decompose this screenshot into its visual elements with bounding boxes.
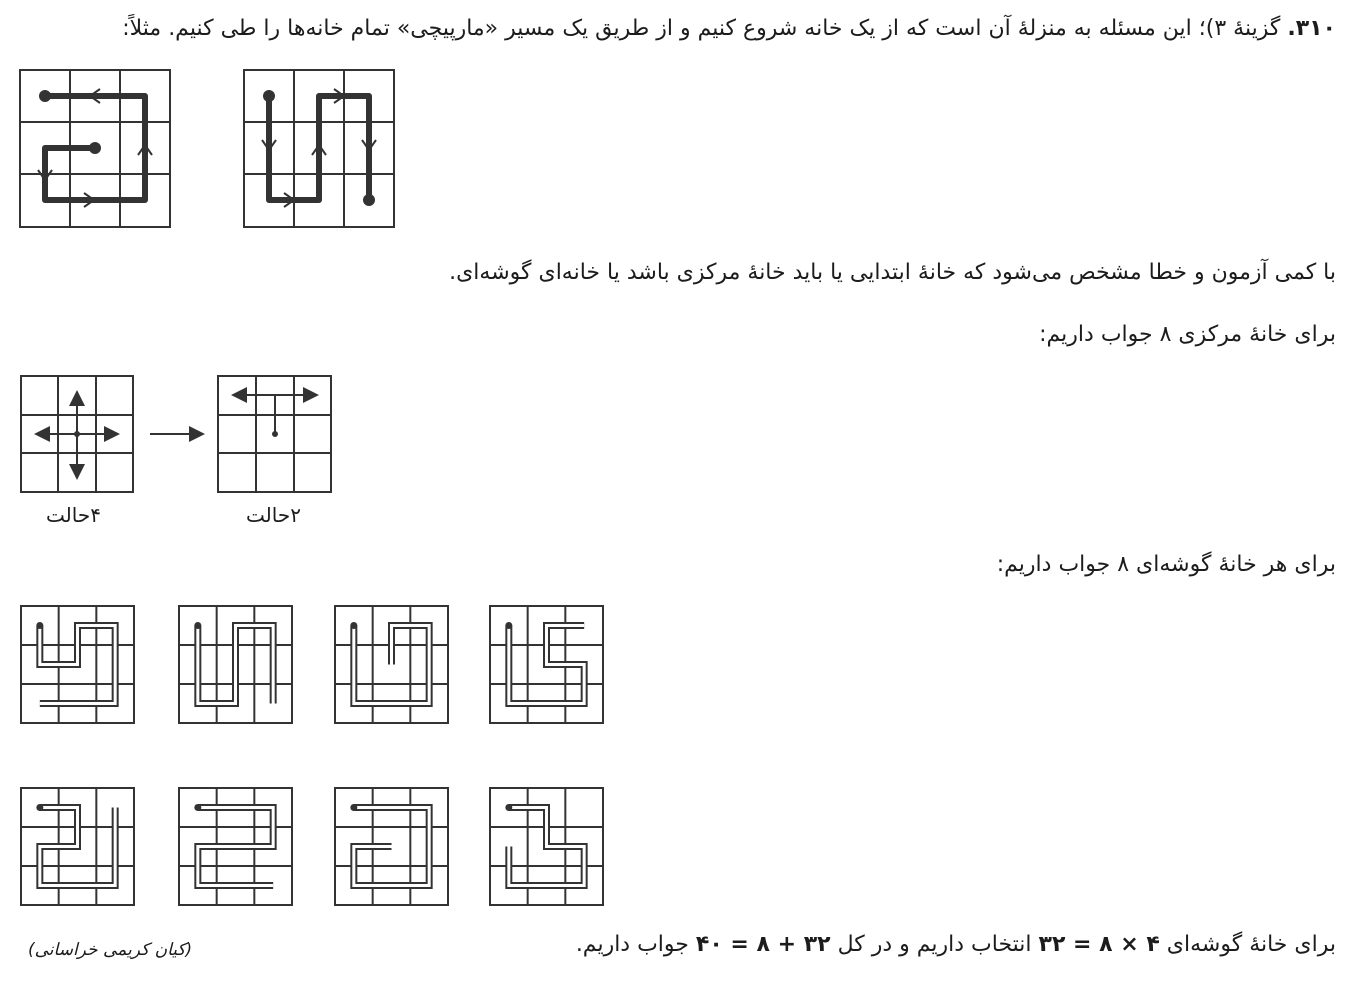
conclusion-part3: جواب داریم. [575, 932, 689, 957]
paragraph-corner: برای هر خانۀ گوشه‌ای ۸ جواب داریم: [996, 552, 1336, 577]
corner-solutions [21, 606, 603, 905]
corner-solution-grid [21, 606, 134, 723]
problem-number: ۳۱۰. [1287, 16, 1336, 41]
conclusion-part1: برای خانۀ گوشه‌ای [1166, 932, 1336, 957]
center-four-directions-grid [21, 376, 133, 492]
equation-total: ۳۲ + ۸ = ۴۰ [695, 932, 831, 957]
corner-solution-grid [335, 606, 448, 723]
equation-corner: ۴ × ۸ = ۳۲ [1038, 932, 1160, 957]
problem-intro: گزینۀ ۳)؛ این مسئله به منزلۀ آن است که از یک خانه شروع کنیم و از طریق یک مسیر «مارپیچی» تمام خانه‌ها را طی کنیم. مثلاً: [122, 16, 1281, 41]
corner-solution-grid [179, 788, 292, 905]
author-credit: (کیان کریمی خراسانی) [28, 940, 193, 960]
corner-solution-grid [335, 788, 448, 905]
corner-solution-grid [490, 788, 603, 905]
example-snake-grid [244, 70, 394, 227]
conclusion-part2: انتخاب داریم و در کل [837, 932, 1032, 957]
corner-solution-grid [21, 788, 134, 905]
caption-four-cases: ۴حالت [46, 503, 101, 527]
center-two-directions-grid [218, 376, 331, 492]
corner-solution-grid [179, 606, 292, 723]
example-spiral-grid [20, 70, 170, 227]
paragraph-trial: با کمی آزمون و خطا مشخص می‌شود که خانۀ ابتدایی یا باید خانۀ مرکزی باشد یا خانه‌ای گوشه‌ای. [449, 260, 1336, 285]
corner-solution-grid [490, 606, 603, 723]
paragraph-center: برای خانۀ مرکزی ۸ جواب داریم: [1039, 322, 1336, 347]
caption-two-cases: ۲حالت [246, 503, 301, 527]
